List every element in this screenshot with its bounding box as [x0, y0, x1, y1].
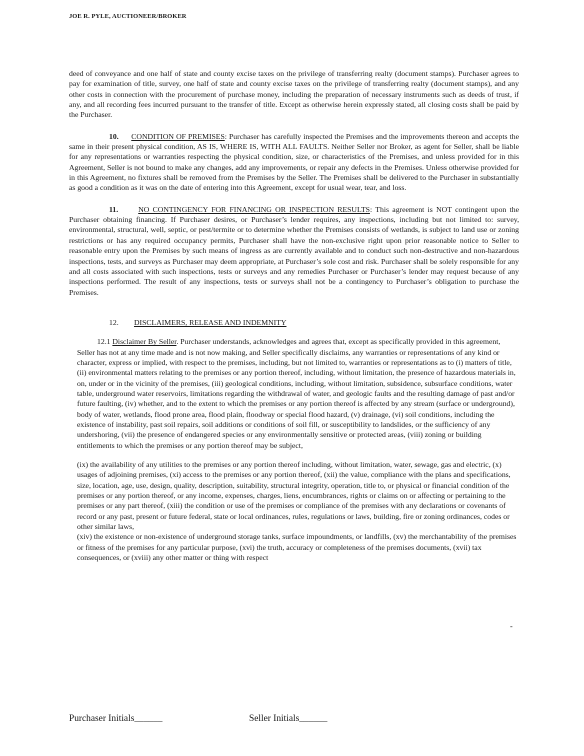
section-12-number: 12. [109, 317, 119, 327]
section-10-number: 10. [109, 131, 119, 141]
purchaser-initials: Purchaser Initials______ [69, 714, 163, 724]
intro-paragraph: deed of conveyance and one half of state and county excise taxes on the privilege of transferring realty (document stamps). Purchaser agrees to pay for examination of title, survey, one half of state and county excise taxes on the privilege of transferring realty (document stamps), and any other costs in connection with the procurement of purchase money, including the preparation of necessary instruments such as deeds of trust, if any, and all recording fees incurred pursuant to the transfer of title. Except as otherwise herein expressly stated, all closing costs shall be paid by the Purchaser. [69, 69, 519, 120]
section-10-paragraph [69, 132, 519, 194]
section-12-1-heading: Disclaimer By Seller [112, 337, 177, 347]
section-11-heading: NO CONTINGENCY FOR FINANCING OR INSPECTION RESULTS [138, 204, 370, 214]
document-body [69, 69, 519, 563]
margin-mark: - [510, 622, 513, 631]
section-12-1-text: . Purchaser understands, acknowledges and agrees that, except as specifically provided in this agreement, Seller has not at any time made and is not now making, and Seller specifically disclaims, any warranties or representations of any kind or character, express or implied, with respect to the premises, including, but not limited to, warranties or representations as to (i) matters of title, [77, 337, 512, 367]
section-12-1-number: 12.1 [97, 337, 111, 347]
section-12-title [69, 318, 519, 328]
section-11-paragraph [69, 205, 519, 298]
section-12-1-para2: (ii) environmental matters relating to the premises or any portion thereof, including, without limitation, the presence of hazardous materials in, on, under or in the vicinity of the premises, (iii) geological conditions, including, without limitation, subsidence, subsurface conditions, water table, underground water reservoirs, limitations regarding the withdrawal of water, and geologic faults and the resulting damage of past and/or future faulting, (iv) whether, and to the extent to which the premises or any portion thereof is affected by any stream (surface or underground), body of water, wetlands, flood prone area, flood plain, floodway or special flood hazard, (v) drainage, (vi) soil conditions, including the existence of instability, past soil repairs, soil additions or conditions of soil fill, or susceptibility to landslides, or the sufficiency of any undershoring, (vii) the presence of endangered species or any environmentally sensitive or protected areas, (viii) zoning or building entitlements to which the premises or any portion thereof may be subject, [77, 368, 516, 450]
section-12-1-para3: (ix) the availability of any utilities to the premises or any portion thereof including, without limitation, water, sewage, gas and electric, (x) usages of adjoining premises, (xi) access to the premises or any portion thereof, (xii) the value, compliance with the plans and specifications, size, location, age, use, design, quality, description, suitability, structural integrity, operation, title to, or physical or financial condition of the premises or any portion thereof, or any income, expenses, charges, liens, encumbrances, rights or claims on or affecting or pertaining to the premises or any part thereof, (xiii) the condition or use of the premises or compliance of the premises with any declarations or covenants of record or any past, present or future federal, state or local ordinances, rules, regulations or laws, building, fire or zoning ordinances, codes or other similar laws, [77, 460, 511, 532]
section-12-1-para4: (xiv) the existence or non-existence of underground storage tanks, surface impoundments, or landfills, (xv) the merchantability of the premises or fitness of the premises for any particular purpose, (xvi) the truth, accuracy or completeness of the premises documents, (xvii) tax consequences, or (xviii) any other matter or thing with respect [77, 532, 517, 563]
section-10-heading: CONDITION OF PREMISES [131, 131, 225, 141]
section-11-text: : This agreement is NOT contingent upon the Purchaser obtaining financing. If Purchaser desires, or Purchaser’s lender requires, any inspections, including but not limited to: survey, environmental, structural, well, septic, or pest/termite or to determine whether the Premises consists of wetlands, is subject to land use or zoning restrictions or has any required occupancy permits, Purchaser shall have the non-exclusive right upon prior reasonable notice to Seller to reasonable entry upon the Premises by such means of ingress as are currently available and to conduct such non-destructive and non-hazardous inspections, tests, and surveys as Purchaser may deem appropriate, at Purchaser’s sole cost and risk. Purchaser shall be solely responsible for any and all costs associated with such inspections, tests or surveys and any remedies Purchaser or Purchaser’s lender may request because of any inspections performed. The result of any inspections, tests or surveys shall not be a contingency to Purchaser’s obligation to purchase the Premises. [69, 204, 519, 297]
page-header: JOE R. PYLE, AUCTIONEER/BROKER [69, 13, 187, 20]
seller-initials: Seller Initials______ [249, 714, 328, 724]
section-10-text: : Purchaser has carefully inspected the Premises and the improvements thereon and accepts the same in their present physical condition, AS IS, WHERE IS, WITH ALL FAULTS. Neither Seller nor Broker, as agent for Seller, shall be liable for any representations or warranties respecting the physical condition, size, or characteristics of the Premises, and unless provided for in this Agreement, Seller is not bound to make any changes, add any improvements, or repair any defects in the Premises. Unless otherwise provided for in this Agreement, no fixtures shall be removed from the Premises by the Seller. The Premises shall be delivered to the Purchaser in substantially as good a condition as it was on the date of entering into this Agreement, except for usual wear, tear, and loss. [69, 131, 520, 193]
section-12-heading: DISCLAIMERS, RELEASE AND INDEMNITY [133, 317, 287, 327]
section-12-1-paragraph [69, 337, 519, 368]
section-11-number: 11. [109, 204, 119, 214]
